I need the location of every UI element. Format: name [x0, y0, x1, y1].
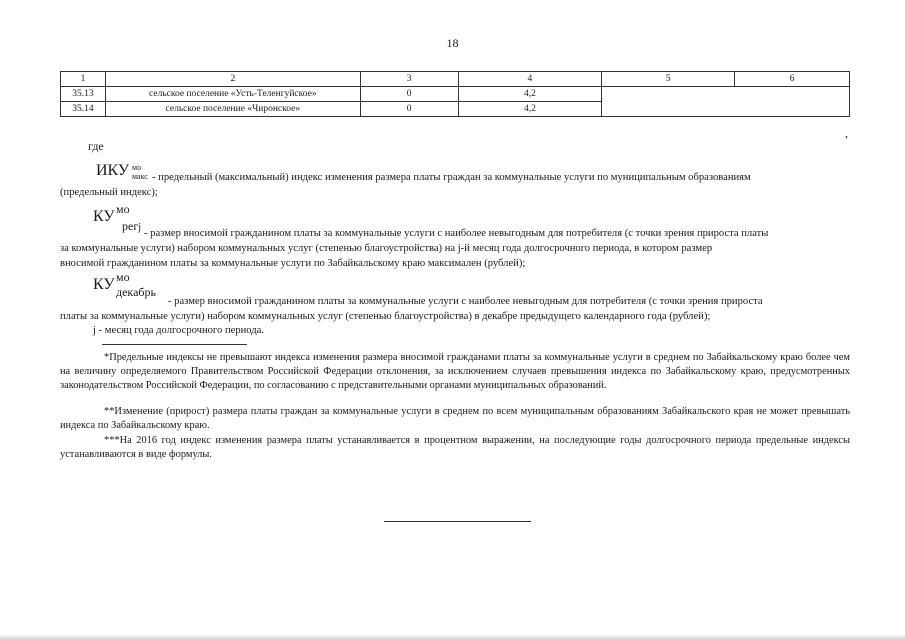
j-definition: j - месяц года долгосрочного периода.: [93, 325, 265, 336]
end-separator: [384, 521, 531, 522]
definition-line: (предельный индекс);: [60, 187, 158, 198]
header-cell: 1: [61, 72, 106, 87]
header-cell: 2: [105, 72, 360, 87]
formula-superscript: мо: [116, 202, 130, 216]
definition-text: [60, 294, 850, 324]
settlement-name: сельское поселение «Усть-Теленгуйское»: [105, 87, 360, 102]
formula-subscript: декабрь: [116, 285, 156, 299]
header-cell: 5: [602, 72, 735, 87]
footnote-1: *Предельные индексы не превышают индекса изменения размера вносимой гражданами платы за коммунальные услуги в среднем по Забайкальскому краю более чем на величину определяемого Правительством Российской Федерации отклонения, за исключением случаев превышения индекса по Забайкальскому краю, предусмотренных законодательством Российской Федерации, по согласованию с представительными органами муниципальных образований.: [60, 352, 850, 391]
definition-line: платы за коммунальные услуги) набором коммунальных услуг (степенью благоустройства) в декабре предыдущего календарного года (рублей);: [60, 311, 711, 322]
formula-subscript: макс: [132, 172, 148, 181]
cell-value: 0: [360, 87, 458, 102]
cell-value: 4,2: [458, 102, 602, 117]
formula-symbol: КУ: [93, 276, 115, 293]
formula-symbol: КУ: [93, 208, 115, 225]
header-cell: 4: [458, 72, 602, 87]
row-number: 35.13: [61, 87, 106, 102]
settlement-name: сельское поселение «Чиронское»: [105, 102, 360, 117]
header-cell: 6: [735, 72, 850, 87]
footnote-separator: [102, 344, 247, 345]
where-label: где: [88, 139, 104, 153]
definition-text: [60, 226, 850, 271]
table-header-row: [61, 72, 850, 87]
merged-empty-cell: [602, 87, 850, 117]
definition-text: [60, 170, 850, 200]
definition-line: - размер вносимой гражданином платы за коммунальные услуги с наиболее невыгодным для потребителя (с точки зрения прироста платы: [144, 228, 769, 239]
scan-edge: [0, 634, 905, 640]
definition-line: вносимой гражданином платы за коммунальные услуги по Забайкальскому краю максимален (рублей);: [60, 258, 526, 269]
cell-value: 0: [360, 102, 458, 117]
footnote-2: **Изменение (прирост) размера платы граждан за коммунальные услуги в среднем по всем муниципальным образованиям Забайкальского края не может превышать индекса по Забайкальскому краю.: [60, 406, 850, 431]
trailing-comma: ,: [845, 126, 848, 140]
formula-subscript: регj: [122, 219, 142, 233]
cell-value: 4,2: [458, 87, 602, 102]
table-row: [61, 87, 850, 102]
formula-superscript: мо: [132, 163, 142, 172]
definition-line: - размер вносимой гражданином платы за коммунальные услуги с наиболее невыгодным для потребителя (с точки зрения прироста: [168, 296, 763, 307]
footnote-3: ***На 2016 год индекс изменения размера платы устанавливается в процентном выражении, на последующие годы долгосрочного периода предельные индексы устанавливаются в виде формулы.: [60, 435, 850, 460]
page-number: 18: [446, 36, 459, 50]
definition-line: - предельный (максимальный) индекс изменения размера платы граждан за коммунальные услуги по муниципальным образованиям: [152, 172, 751, 183]
row-number: 35.14: [61, 102, 106, 117]
formula-superscript: мо: [116, 270, 130, 284]
definition-line: за коммунальные услуги) набором коммунальных услуг (степенью благоустройства) на j-й месяц года долгосрочного периода, в котором размер: [60, 243, 713, 254]
data-table: [60, 71, 850, 117]
formula-symbol: ИКУ: [96, 162, 130, 179]
header-cell: 3: [360, 72, 458, 87]
